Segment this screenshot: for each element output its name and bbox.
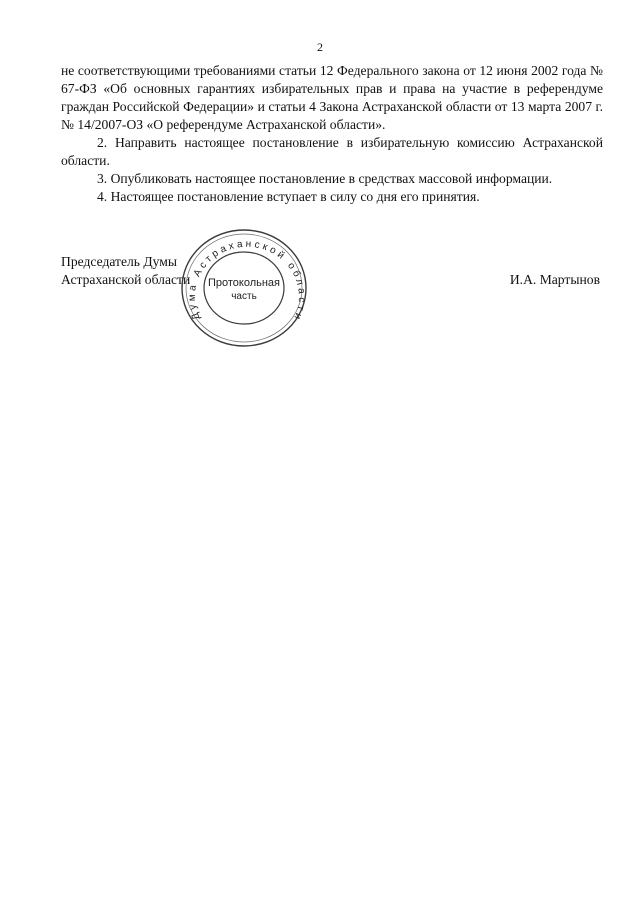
paragraph-continuation: не соответствующими требованиями статьи 12 Федерального закона от 12 июня 2002 года № 67-ФЗ «Об основных гарантиях избирательных прав и права на участие в референдуме граждан Российской Федерации» и статьи 4 Закона Астраханской области от 13 марта 2007 г. № 14/2007-ОЗ «О референдуме Астраханской области».	[61, 63, 603, 132]
stamp-seal-graphic	[176, 226, 312, 352]
page-number: 2	[317, 40, 323, 54]
paragraph-item-3: 3. Опубликовать настоящее постановление в средствах массовой информации.	[97, 171, 553, 186]
official-stamp	[176, 226, 312, 352]
signature-title	[61, 253, 190, 289]
stamp-ring-text: Дума Астраханской области	[186, 238, 308, 324]
paragraph-item-4: 4. Настоящее постановление вступает в силу со дня его принятия.	[97, 189, 480, 204]
signature-title-line2: Астраханской области	[61, 272, 191, 287]
stamp-center-line1: Протокольная	[207, 277, 281, 289]
signature-name: И.А. Мартынов	[509, 272, 600, 287]
stamp-center-line2: часть	[231, 291, 257, 302]
document-body	[61, 62, 603, 206]
paragraph-item-2: 2. Направить настоящее постановление в избирательную комиссию Астраханской области.	[61, 135, 603, 168]
signature-title-line1: Председатель Думы	[61, 254, 178, 269]
